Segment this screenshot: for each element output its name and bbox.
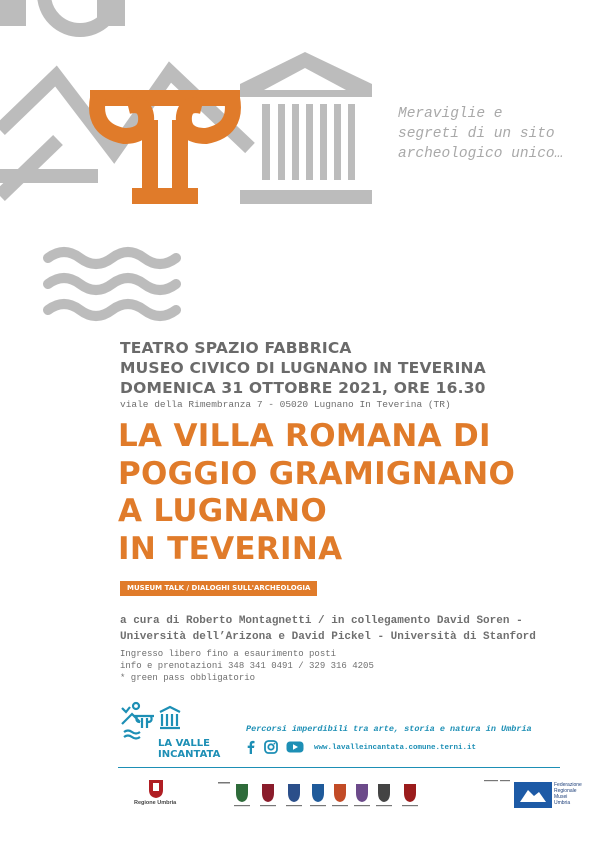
curator-line: a cura di Roberto Montagnetti / in collegamento David Soren -	[120, 615, 523, 627]
tagline	[398, 104, 588, 164]
info-line: * green pass obbligatorio	[120, 673, 256, 683]
title-line: LA VILLA ROMANA DI	[118, 418, 491, 454]
youtube-icon[interactable]	[286, 740, 304, 754]
series-badge: MUSEUM TALK / DIALOGHI SULL'ARCHEOLOGIA	[120, 581, 317, 596]
brand-name	[158, 738, 220, 760]
title-line: POGGIO GRAMIGNANO	[118, 455, 516, 492]
museum-network-label	[554, 782, 582, 806]
museum-network-line: Musei	[554, 794, 568, 800]
curator-line: Università dell’Arizona e David Pickel - Università di Stanford	[120, 631, 536, 643]
hero-illustration	[0, 0, 600, 330]
facebook-icon[interactable]	[244, 740, 258, 754]
footer-divider	[118, 767, 560, 768]
brand-name-line: INCANTATA	[158, 749, 221, 760]
tagline-line: archeologico unico…	[398, 146, 564, 162]
event-date: DOMENICA 31 OTTOBRE 2021, ORE 16.30	[120, 379, 486, 397]
venue-name: TEATRO SPAZIO FABBRICA	[120, 339, 352, 357]
title-line: A LUGNANO	[118, 493, 327, 529]
museum-network-emblem-icon	[514, 782, 552, 808]
website-link[interactable]: www.lavalleincantata.comune.terni.it	[314, 744, 477, 752]
event-venue	[120, 338, 486, 398]
temple-icon	[240, 52, 372, 204]
tagline-line: Meraviglie e	[398, 106, 503, 122]
venue-museum: MUSEO CIVICO DI LUGNANO IN TEVERINA	[120, 359, 486, 377]
info-line: Ingresso libero fino a esaurimento posti	[120, 649, 337, 659]
regione-umbria-label: Regione Umbria	[134, 800, 177, 806]
event-title	[118, 418, 515, 568]
museum-network-line: Regionale	[554, 788, 577, 794]
museum-network-line: Umbria	[554, 800, 571, 806]
brand-name-line: LA VALLE	[158, 738, 210, 749]
instagram-icon[interactable]	[264, 740, 278, 754]
tagline-line: segreti di un sito	[398, 126, 555, 142]
regione-umbria-crest-icon	[148, 779, 164, 799]
museum-network-logo-icon	[484, 780, 514, 808]
curator-credits	[120, 613, 536, 645]
waves-icon	[48, 252, 176, 316]
municipal-crests-icon	[214, 780, 454, 808]
museum-network-line: Federazione	[554, 782, 582, 788]
title-line: IN TEVERINA	[118, 530, 343, 567]
info-line: info e prenotazioni 348 341 0491 / 329 316 4205	[120, 661, 374, 671]
booking-info	[120, 648, 374, 684]
brand-slogan: Percorsi imperdibili tra arte, storia e natura in Umbria	[246, 724, 532, 734]
valle-incantata-logo-icon	[120, 700, 184, 740]
venue-address: viale della Rimembranza 7 - 05020 Lugnano In Teverina (TR)	[120, 399, 451, 410]
